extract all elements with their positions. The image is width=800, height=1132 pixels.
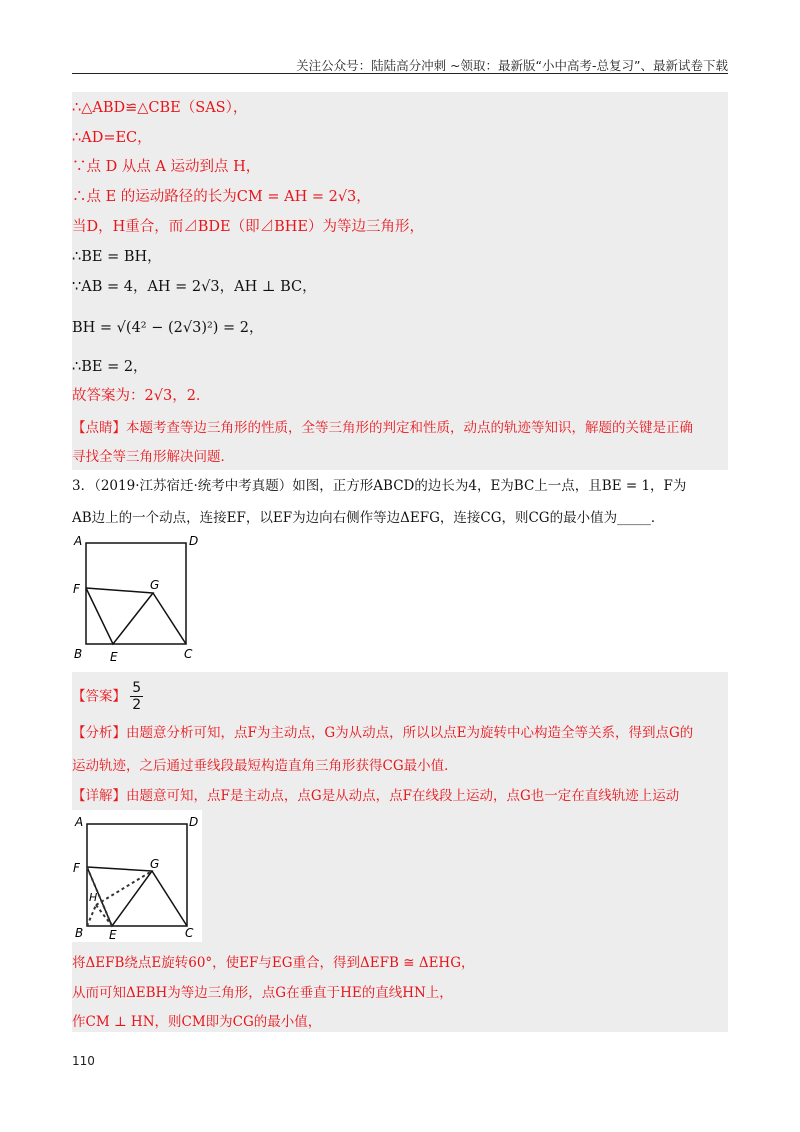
dashed-hg	[96, 871, 152, 905]
detail-line-2: 将ΔEFB绕点E旋转60°，使EF与EG重合，得到ΔEFB ≅ ΔEHG，	[72, 955, 475, 971]
detail-line-3: 从而可知ΔEBH为等边三角形，点G在垂直于HE的直线HN上，	[72, 985, 453, 1001]
label-b: B	[74, 647, 83, 661]
label2-c: C	[185, 926, 194, 940]
label2-g: G	[150, 857, 160, 871]
solution-line-5: 当D，H重合，而⊿BDE（即⊿BHE）为等边三角形，	[72, 219, 425, 235]
answer-tag: 【答案】	[72, 688, 126, 705]
label-e: E	[110, 650, 118, 664]
solution-line-4: ∴点 E 的运动路径的长为CM = AH = 2√3，	[72, 189, 371, 205]
page-header: 关注公众号：陆陆高分冲刺 ~领取：最新版“小中高考-总复习”、最新试卷下载	[296, 58, 728, 73]
solution-line-7: ∵AB = 4，AH = 2√3，AH ⊥ BC，	[72, 279, 317, 295]
answer-denominator: 2	[132, 697, 142, 713]
label2-h: H	[89, 891, 98, 904]
answer-fraction	[130, 680, 143, 713]
analysis-text-1: 由题意分析可知，点F为主动点，G为从动点，所以以点E为旋转中心构造全等关系，得到点G的	[126, 725, 694, 741]
label-a: A	[74, 534, 83, 548]
label2-f: F	[73, 861, 80, 875]
label2-b: B	[75, 926, 84, 940]
triangle-efg	[86, 588, 153, 644]
solution-line-9: ∴BE = 2，	[72, 359, 148, 375]
detail-line-1	[72, 786, 679, 806]
label-g: G	[150, 578, 160, 592]
solution-line-3: ∵点 D 从点 A 运动到点 H，	[72, 159, 261, 175]
label-c: C	[184, 647, 193, 661]
comment-tag: 【点睛】	[72, 420, 126, 436]
comment-text-1: 本题考查等边三角形的性质，全等三角形的判定和性质，动点的轨迹等知识，解题的关键是正确	[126, 420, 693, 436]
comment-line-1	[72, 418, 693, 438]
page-number: 110	[72, 1054, 95, 1068]
solution-figure	[72, 810, 202, 942]
solution-line-6: ∴BE = BH，	[72, 249, 162, 265]
detail-line-4: 作CM ⊥ HN，则CM即为CG的最小值，	[72, 1014, 322, 1030]
analysis-line-1	[72, 723, 693, 743]
question-line-2: AB边上的一个动点，连接EF，以EF为边向右侧作等边ΔEFG，连接CG，则CG的最小值为_____．	[72, 510, 665, 526]
label2-a: A	[75, 815, 84, 829]
solution-line-8: BH = √(4² − (2√3)²) = 2，	[72, 320, 264, 336]
segment-cg-2	[152, 871, 187, 926]
segment-cg	[153, 593, 186, 644]
comment-line-2: 寻找全等三角形解决问题．	[72, 449, 234, 465]
square-abcd-2	[87, 824, 187, 926]
answer-numerator: 5	[132, 680, 142, 696]
square-abcd	[86, 543, 186, 644]
label2-e: E	[109, 928, 117, 942]
solution-line-1: ∴△ABD≌△CBE（SAS），	[72, 100, 248, 116]
header-rule	[72, 73, 728, 74]
label-d: D	[189, 534, 199, 548]
analysis-line-2: 运动轨迹，之后通过垂线段最短构造直角三角形获得CG最小值．	[72, 758, 458, 774]
solution-line-10: 故答案为：2√3，2．	[72, 388, 211, 404]
dashed-bh	[87, 905, 96, 926]
detail-tag: 【详解】	[72, 788, 126, 804]
label2-d: D	[189, 815, 199, 829]
detail-text-1: 由题意可知，点F是主动点，点G是从动点，点F在线段上运动，点G也一定在直线轨迹上运动	[126, 788, 680, 804]
question-figure	[72, 532, 212, 667]
question-line-1: 3．（2019·江苏宿迁·统考中考真题）如图，正方形ABCD的边长为4，E为BC上一点，且BE = 1，F为	[72, 478, 687, 494]
answer-line	[72, 680, 143, 713]
analysis-tag: 【分析】	[72, 725, 126, 741]
solution-line-2: ∴AD=EC，	[72, 130, 152, 146]
label-f: F	[73, 582, 80, 596]
